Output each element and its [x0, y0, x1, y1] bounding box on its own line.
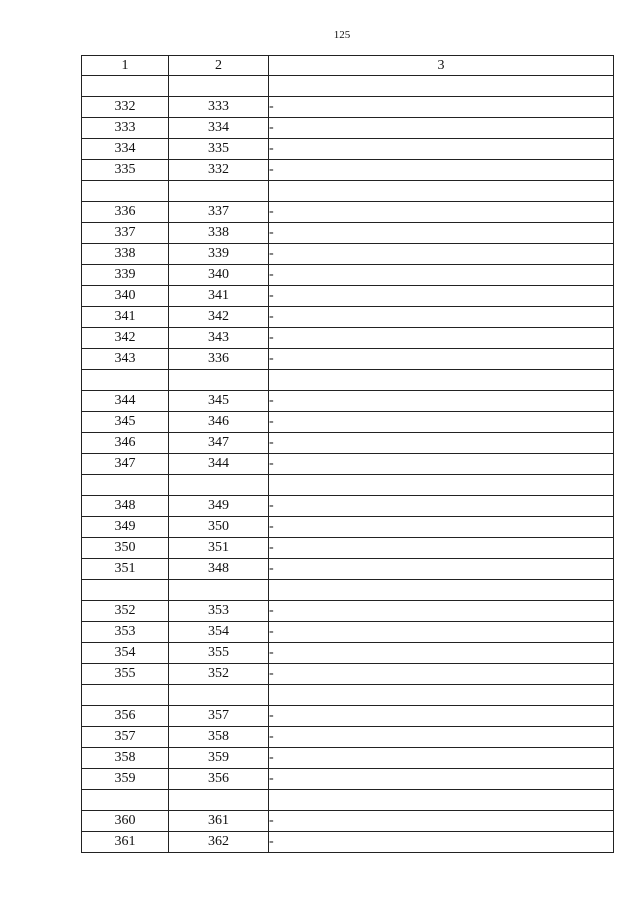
table-cell-col3 — [269, 370, 614, 391]
table-cell-col1 — [82, 181, 169, 202]
table-row — [82, 454, 614, 475]
table-cell-col3: - — [269, 454, 614, 475]
table-cell-col2: 349 — [169, 496, 269, 517]
table-cell-col1: 333 — [82, 118, 169, 139]
table-cell-col3: - — [269, 601, 614, 622]
table-row — [82, 706, 614, 727]
table-cell-col3: - — [269, 559, 614, 580]
table-cell-col2: 354 — [169, 622, 269, 643]
table-cell-col1: 347 — [82, 454, 169, 475]
table-row — [82, 370, 614, 391]
table-row — [82, 76, 614, 97]
table-cell-col1: 354 — [82, 643, 169, 664]
table-row — [82, 643, 614, 664]
table-cell-col3: - — [269, 202, 614, 223]
table-cell-col1: 336 — [82, 202, 169, 223]
table-cell-col3: - — [269, 622, 614, 643]
table-cell-col3: - — [269, 223, 614, 244]
table-row — [82, 811, 614, 832]
table-cell-col2: 352 — [169, 664, 269, 685]
table-cell-col1: 346 — [82, 433, 169, 454]
table-cell-col2: 350 — [169, 517, 269, 538]
table-cell-col3: - — [269, 811, 614, 832]
table-cell-col3 — [269, 181, 614, 202]
table-row — [82, 118, 614, 139]
table-row — [82, 307, 614, 328]
table-cell-col3: - — [269, 328, 614, 349]
column-header-2: 2 — [169, 56, 269, 76]
table-cell-col2: 338 — [169, 223, 269, 244]
table-cell-col3: - — [269, 832, 614, 853]
table-cell-col1 — [82, 790, 169, 811]
column-header-3: 3 — [269, 56, 614, 76]
table-cell-col1 — [82, 580, 169, 601]
table-cell-col1: 358 — [82, 748, 169, 769]
table-cell-col3 — [269, 76, 614, 97]
table-row — [82, 790, 614, 811]
table-cell-col2: 332 — [169, 160, 269, 181]
table-cell-col1: 350 — [82, 538, 169, 559]
table-cell-col1: 338 — [82, 244, 169, 265]
table-row — [82, 748, 614, 769]
table-cell-col2: 337 — [169, 202, 269, 223]
table-cell-col1: 361 — [82, 832, 169, 853]
table-cell-col2 — [169, 76, 269, 97]
table-row — [82, 517, 614, 538]
table-cell-col3: - — [269, 517, 614, 538]
table-row — [82, 202, 614, 223]
table-row — [82, 769, 614, 790]
table-cell-col1: 342 — [82, 328, 169, 349]
table-cell-col2: 335 — [169, 139, 269, 160]
table-cell-col3: - — [269, 286, 614, 307]
table-row — [82, 685, 614, 706]
table-cell-col3: - — [269, 748, 614, 769]
table-cell-col2: 357 — [169, 706, 269, 727]
table-cell-col1: 349 — [82, 517, 169, 538]
table-cell-col3: - — [269, 97, 614, 118]
table-cell-col1: 351 — [82, 559, 169, 580]
table-cell-col1: 357 — [82, 727, 169, 748]
table-cell-col2: 342 — [169, 307, 269, 328]
table-cell-col1: 352 — [82, 601, 169, 622]
table-cell-col2: 334 — [169, 118, 269, 139]
table-cell-col2: 347 — [169, 433, 269, 454]
table-cell-col3: - — [269, 643, 614, 664]
table-cell-col1: 355 — [82, 664, 169, 685]
table-cell-col2: 341 — [169, 286, 269, 307]
table-cell-col2 — [169, 685, 269, 706]
table-cell-col3: - — [269, 412, 614, 433]
table-cell-col3: - — [269, 769, 614, 790]
table-row — [82, 538, 614, 559]
page-number: 125 — [333, 29, 351, 41]
table-cell-col2: 351 — [169, 538, 269, 559]
column-header-1: 1 — [82, 56, 169, 76]
table-cell-col1: 348 — [82, 496, 169, 517]
table-row — [82, 664, 614, 685]
table-cell-col1: 345 — [82, 412, 169, 433]
table-cell-col1: 339 — [82, 265, 169, 286]
table-cell-col2: 336 — [169, 349, 269, 370]
table-cell-col3 — [269, 580, 614, 601]
table-cell-col2: 353 — [169, 601, 269, 622]
table-row — [82, 244, 614, 265]
table-cell-col1 — [82, 76, 169, 97]
table-cell-col1: 340 — [82, 286, 169, 307]
table-cell-col3: - — [269, 307, 614, 328]
data-table — [81, 55, 614, 853]
table-cell-col2 — [169, 580, 269, 601]
table-cell-col2: 345 — [169, 391, 269, 412]
table-row — [82, 622, 614, 643]
table-cell-col2 — [169, 370, 269, 391]
table-cell-col3: - — [269, 664, 614, 685]
table-row — [82, 223, 614, 244]
table-cell-col2: 343 — [169, 328, 269, 349]
table-row — [82, 139, 614, 160]
table-row — [82, 328, 614, 349]
table-cell-col2 — [169, 475, 269, 496]
table-row — [82, 832, 614, 853]
table-cell-col2: 355 — [169, 643, 269, 664]
table-row — [82, 181, 614, 202]
table-row — [82, 160, 614, 181]
table-row — [82, 559, 614, 580]
table-cell-col3: - — [269, 160, 614, 181]
table-row — [82, 349, 614, 370]
table-row — [82, 391, 614, 412]
table-cell-col3: - — [269, 265, 614, 286]
table-cell-col1 — [82, 685, 169, 706]
table-cell-col1 — [82, 370, 169, 391]
table-row — [82, 265, 614, 286]
table-row — [82, 727, 614, 748]
table-row — [82, 412, 614, 433]
table-cell-col2: 340 — [169, 265, 269, 286]
table-cell-col1: 332 — [82, 97, 169, 118]
table-cell-col3 — [269, 685, 614, 706]
table-cell-col2 — [169, 181, 269, 202]
table-cell-col3 — [269, 790, 614, 811]
table-cell-col1: 337 — [82, 223, 169, 244]
table-header-row — [82, 56, 614, 76]
table-cell-col2: 359 — [169, 748, 269, 769]
table-cell-col2: 339 — [169, 244, 269, 265]
table-cell-col3 — [269, 475, 614, 496]
table-cell-col1 — [82, 475, 169, 496]
table-row — [82, 601, 614, 622]
table-cell-col2: 344 — [169, 454, 269, 475]
table-cell-col2: 361 — [169, 811, 269, 832]
table-cell-col2: 348 — [169, 559, 269, 580]
table-cell-col2: 362 — [169, 832, 269, 853]
table-cell-col1: 356 — [82, 706, 169, 727]
table-cell-col1: 353 — [82, 622, 169, 643]
table-cell-col2: 333 — [169, 97, 269, 118]
table-cell-col3: - — [269, 496, 614, 517]
table-cell-col1: 343 — [82, 349, 169, 370]
table-row — [82, 580, 614, 601]
table-body — [82, 76, 614, 853]
table-cell-col2 — [169, 790, 269, 811]
table-cell-col1: 334 — [82, 139, 169, 160]
table-cell-col2: 346 — [169, 412, 269, 433]
table-cell-col2: 356 — [169, 769, 269, 790]
table-cell-col3: - — [269, 433, 614, 454]
table-row — [82, 496, 614, 517]
table-row — [82, 97, 614, 118]
table-cell-col3: - — [269, 727, 614, 748]
table-cell-col3: - — [269, 706, 614, 727]
table-cell-col1: 359 — [82, 769, 169, 790]
table-cell-col3: - — [269, 118, 614, 139]
table-cell-col3: - — [269, 349, 614, 370]
table-cell-col2: 358 — [169, 727, 269, 748]
table-row — [82, 475, 614, 496]
table-cell-col1: 360 — [82, 811, 169, 832]
table-row — [82, 286, 614, 307]
table-cell-col1: 341 — [82, 307, 169, 328]
table-cell-col3: - — [269, 244, 614, 265]
table-cell-col3: - — [269, 538, 614, 559]
table-cell-col1: 335 — [82, 160, 169, 181]
table-cell-col3: - — [269, 391, 614, 412]
table-cell-col3: - — [269, 139, 614, 160]
table-cell-col1: 344 — [82, 391, 169, 412]
table-row — [82, 433, 614, 454]
